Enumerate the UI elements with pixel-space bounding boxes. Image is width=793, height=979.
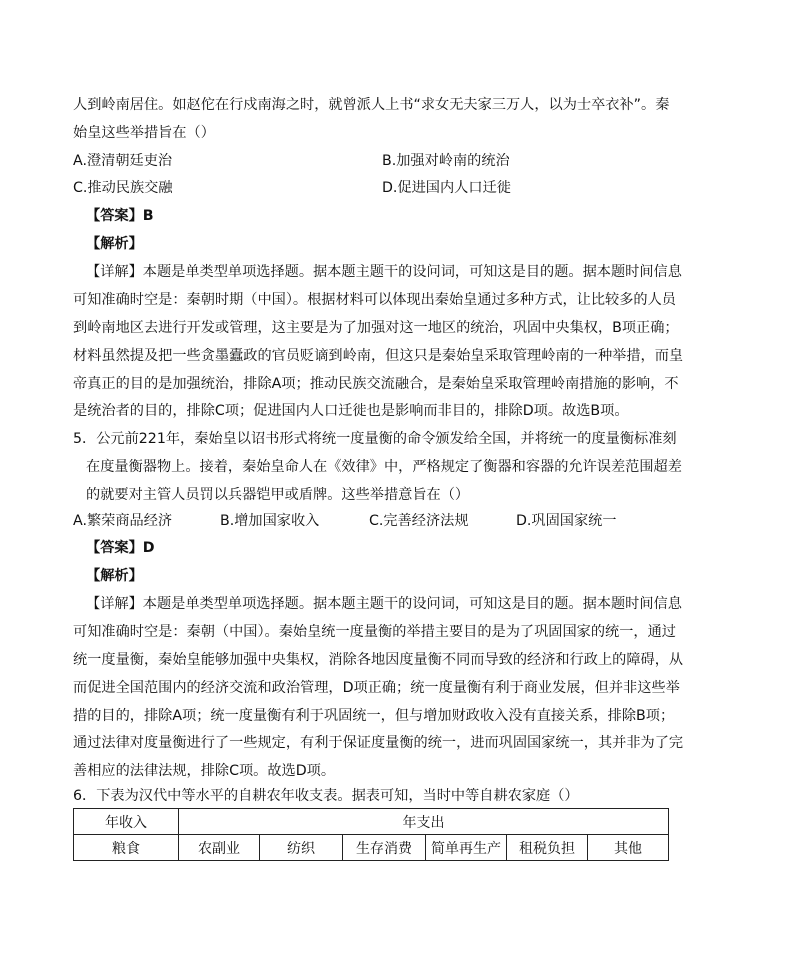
table-cell: 纺织 [260, 835, 343, 861]
table-cell: 生存消费 [343, 835, 426, 861]
q4-text-line-1: 人到岭南居住。如赵佗在行戍南海之时，就曾派人上书“求女无夫家三万人，以为士卒衣补”。秦 [73, 97, 670, 113]
q4-detail-line: 到岭南地区去进行开发或管理，这主要是为了加强对这一地区的统治，巩固中央集权，B项正确； [73, 320, 679, 336]
table-cell: 其他 [588, 835, 669, 861]
q4-detail-line: 材料虽然提及把一些贪墨蠹政的官员贬谪到岭南，但这只是秦始皇采取管理岭南的一种举措，而皇 [73, 348, 684, 364]
q5-analysis-title: 【解析】 [86, 568, 143, 584]
table-header-expense: 年支出 [179, 809, 669, 835]
q5-stem-line: 在度量衡器物上。接着，秦始皇命人在《效律》中，严格规定了衡器和容器的允许误差范围超差 [86, 459, 682, 475]
q4-detail-line: 可知准确时空是：秦朝时期（中国）。根据材料可以体现出秦始皇通过多种方式，让比较多的人员 [73, 292, 676, 308]
q4-option-b: B.加强对岭南的统治 [382, 153, 510, 169]
q4-option-a: A.澄清朝廷吏治 [73, 153, 173, 169]
q5-detail-line: 统一度量衡，秦始皇能够加强中央集权，消除各地因度量衡不同而导致的经济和行政上的障碍，从 [73, 652, 684, 668]
q5-stem-line: 5．公元前221年，秦始皇以诏书形式将统一度量衡的命令颁发给全国，并将统一的度量衡标准刻 [73, 431, 677, 447]
q4-detail-line: 【详解】本题是单类型单项选择题。据本题主题干的设问词，可知这是目的题。据本题时间信息 [86, 264, 682, 280]
q5-option-d: D.巩固国家统一 [516, 513, 617, 529]
q5-detail-line: 可知准确时空是：秦朝（中国）。秦始皇统一度量衡的举措主要目的是为了巩固国家的统一，通过 [73, 624, 676, 640]
table-cell: 租税负担 [507, 835, 588, 861]
table-cell: 简单再生产 [426, 835, 507, 861]
q5-answer: 【答案】D [86, 540, 155, 556]
q4-answer: 【答案】B [86, 208, 154, 224]
q5-detail-line: 通过法律对度量衡进行了一些规定，有利于保证度量衡的统一，进而巩固国家统一，其并非为了完 [73, 735, 684, 751]
q5-option-c: C.完善经济法规 [369, 513, 469, 529]
q4-text-line-2: 始皇这些举措旨在（） [73, 125, 215, 141]
table-cell: 粮食 [74, 835, 179, 861]
q5-option-b: B.增加国家收入 [220, 513, 320, 529]
table-cell: 农副业 [179, 835, 260, 861]
income-expense-table [73, 808, 669, 861]
q5-detail-line: 而促进全国范围内的经济交流和政治管理，D项正确；统一度量衡有利于商业发展，但并非这些举 [73, 680, 680, 696]
q5-stem-line: 的就要对主管人员罚以兵器铠甲或盾牌。这些举措意旨在（） [86, 487, 470, 503]
q6-stem: 6．下表为汉代中等水平的自耕农年收支表。据表可知，当时中等自耕农家庭（） [73, 788, 579, 804]
q4-detail-line: 是统治者的目的，排除C项；促进国内人口迁徙也是影响而非目的，排除D项。故选B项。 [73, 403, 629, 419]
q5-detail-line: 善相应的法律法规，排除C项。故选D项。 [73, 763, 336, 779]
q5-detail-line: 【详解】本题是单类型单项选择题。据本题主题干的设问词，可知这是目的题。据本题时间信息 [86, 596, 682, 612]
q4-detail-line: 帝真正的目的是加强统治，排除A项；推动民族交流融合，是秦始皇采取管理岭南措施的影响，不 [73, 376, 679, 392]
q4-option-d: D.促进国内人口迁徙 [382, 180, 511, 196]
q5-detail-line: 措的目的，排除A项；统一度量衡有利于巩固统一，但与增加财政收入没有直接关系，排除B项； [73, 708, 675, 724]
table-header-income: 年收入 [74, 809, 179, 835]
q4-analysis-title: 【解析】 [86, 236, 143, 252]
q4-option-c: C.推动民族交融 [73, 180, 173, 196]
q5-option-a: A.繁荣商品经济 [73, 513, 173, 529]
